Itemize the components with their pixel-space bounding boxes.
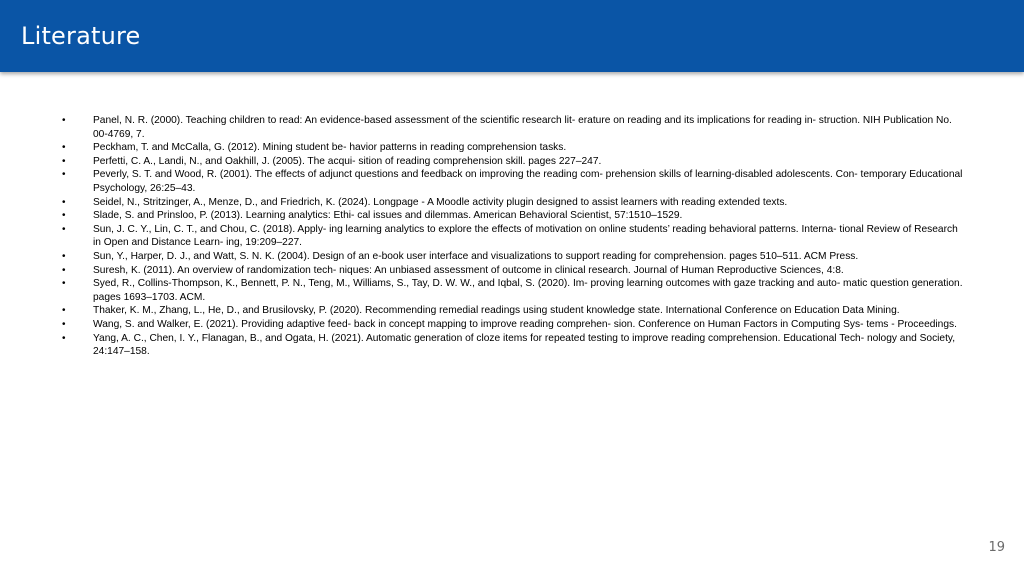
bullet-icon: • bbox=[62, 196, 66, 208]
reference-text: Suresh, K. (2011). An overview of randomization tech- niques: An unbiased assessment of outcome in clinical research. Journal of Human Reproductive Sciences, 4:8. bbox=[93, 264, 844, 276]
bullet-icon: • bbox=[62, 210, 66, 222]
bullet-icon: • bbox=[62, 169, 66, 181]
reference-item bbox=[60, 196, 964, 210]
reference-text: Peckham, T. and McCalla, G. (2012). Mining student be- havior patterns in reading comprehension tasks. bbox=[93, 142, 567, 154]
bullet-icon: • bbox=[62, 155, 66, 167]
reference-item bbox=[60, 114, 964, 141]
reference-text: Sun, Y., Harper, D. J., and Watt, S. N. K. (2004). Design of an e-book user interface and visualizations to support reading for comprehension. pages 510–511. ACM Press. bbox=[93, 250, 859, 262]
bullet-icon: • bbox=[62, 264, 66, 276]
reference-item bbox=[60, 250, 964, 264]
reference-text: Perfetti, C. A., Landi, N., and Oakhill, J. (2005). The acqui- sition of reading comprehension skill. pages 227–247. bbox=[93, 155, 602, 167]
reference-item bbox=[60, 318, 964, 332]
slide-title: Literature bbox=[21, 22, 141, 50]
reference-item bbox=[60, 277, 964, 304]
reference-text: Wang, S. and Walker, E. (2021). Providing adaptive feed- back in concept mapping to improve reading comprehen- sion. Conference on Human Factors in Computing Sys- tems - Proceedings. bbox=[93, 318, 957, 330]
reference-text: Peverly, S. T. and Wood, R. (2001). The effects of adjunct questions and feedback on improving the reading com- prehension skills of learning-disabled adolescents. Con- temporary Educational Psychology, 26:25–43. bbox=[93, 169, 963, 194]
reference-text: Syed, R., Collins-Thompson, K., Bennett, P. N., Teng, M., Williams, S., Tay, D. W. W., and Iqbal, S. (2020). Im- proving learning outcomes with gaze tracking and auto- matic question generation. pages 1693–1703. ACM. bbox=[93, 278, 963, 303]
title-bar bbox=[0, 0, 1024, 72]
reference-text: Panel, N. R. (2000). Teaching children to read: An evidence-based assessment of the scientific research lit- erature on reading and its implications for reading in- struction. NIH Publication No. 00-4769, 7. bbox=[93, 115, 952, 140]
bullet-icon: • bbox=[62, 223, 66, 235]
bullet-icon: • bbox=[62, 305, 66, 317]
reference-text: Sun, J. C. Y., Lin, C. T., and Chou, C. (2018). Apply- ing learning analytics to explore the effects of motivation on online students’ reading behavioral patterns. Interna- tional Review of Research in Open and Distance Learn- ing, 19:209–227. bbox=[93, 223, 958, 249]
reference-item bbox=[60, 264, 964, 278]
bullet-icon: • bbox=[62, 332, 66, 344]
reference-item bbox=[60, 223, 964, 250]
reference-text: Seidel, N., Stritzinger, A., Menze, D., and Friedrich, K. (2024). Longpage - A Moodle activity plugin designed to assist learners with reading extended texts. bbox=[93, 196, 788, 208]
reference-item bbox=[60, 332, 964, 359]
bullet-icon: • bbox=[62, 318, 66, 330]
reference-item bbox=[60, 155, 964, 169]
reference-text: Slade, S. and Prinsloo, P. (2013). Learning analytics: Ethi- cal issues and dilemmas. American Behavioral Scientist, 57:1510–1529. bbox=[93, 210, 683, 222]
reference-item bbox=[60, 141, 964, 155]
bullet-icon: • bbox=[62, 142, 66, 154]
reference-item bbox=[60, 209, 964, 223]
bullet-icon: • bbox=[62, 115, 66, 126]
reference-item bbox=[60, 168, 964, 195]
reference-list bbox=[60, 114, 964, 359]
reference-text: Thaker, K. M., Zhang, L., He, D., and Brusilovsky, P. (2020). Recommending remedial readings using student knowledge state. International Conference on Education Data Mining. bbox=[93, 305, 900, 317]
bullet-icon: • bbox=[62, 278, 66, 290]
reference-item bbox=[60, 304, 964, 318]
bullet-icon: • bbox=[62, 250, 66, 262]
page-number: 19 bbox=[988, 540, 1005, 555]
reference-text: Yang, A. C., Chen, I. Y., Flanagan, B., and Ogata, H. (2021). Automatic generation of cloze items for repeated testing to improve reading comprehension. Educational Tech- nology and Society, 24:147–158. bbox=[93, 332, 956, 358]
